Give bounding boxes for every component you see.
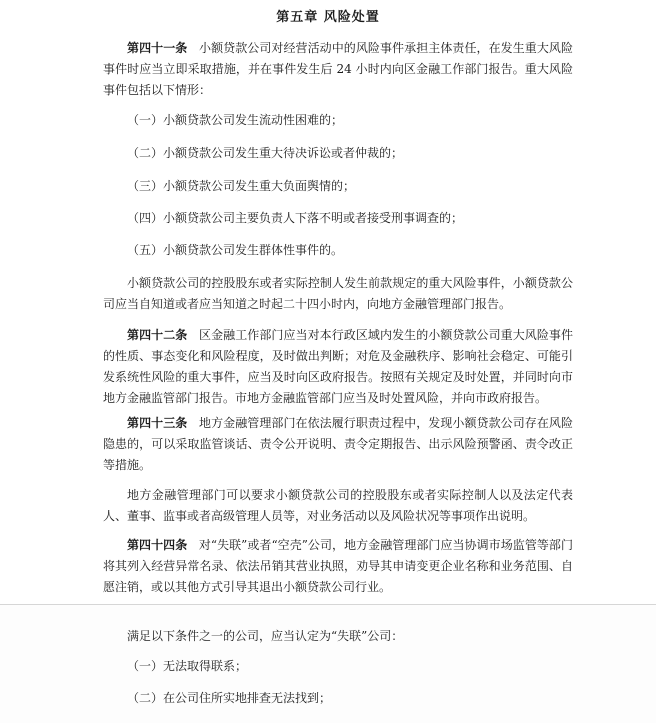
article-41-extra: 小额贷款公司的控股股东或者实际控制人发生前款规定的重大风险事件，小额贷款公司应当自知道或者应当知道之时起二十四小时内，向地方金融管理部门报告。 — [103, 276, 573, 311]
article-41-label: 第四十一条 — [127, 41, 188, 55]
article-43-label: 第四十三条 — [127, 416, 188, 430]
chapter-title: 第五章 风险处置 — [276, 10, 380, 25]
article-41-item-3: （三）小额贷款公司发生重大负面舆情的； — [127, 179, 356, 193]
article-41-item-5: （五）小额贷款公司发生群体性事件的。 — [127, 243, 344, 257]
article-43 — [103, 413, 573, 476]
article-44 — [103, 535, 573, 598]
article-41-item-2: （二）小额贷款公司发生重大待决诉讼或者仲裁的； — [127, 146, 404, 160]
article-42-text: 区金融工作部门应当对本行政区域内发生的小额贷款公司重大风险事件的性质、事态变化和风险程度，及时做出判断；对危及金融秩序、影响社会稳定、可能引发系统性风险的重大事件，应当及时向区政府报告。按照有关规定及时处置，并同时向市地方金融监管部门报告。市地方金融监管部门应当及时处置风险，并向市政府报告。 — [103, 328, 573, 405]
article-41-item-4: （四）小额贷款公司主要负责人下落不明或者接受刑事调查的； — [127, 211, 464, 225]
page-divider — [0, 604, 656, 605]
article-41 — [103, 38, 573, 101]
article-44-text: 对“失联”或者“空壳”公司，地方金融管理部门应当协调市场监管等部门将其列入经营异常名录、依法吊销其营业执照，劝导其申请变更企业名称和业务范围、自愿注销，或以其他方式引导其退出小额贷款公司行业。 — [103, 538, 573, 594]
article-42-label: 第四十二条 — [127, 328, 188, 342]
article-42 — [103, 325, 573, 409]
lower-item-2: （二）在公司住所实地排查无法找到； — [127, 691, 332, 705]
article-44-label: 第四十四条 — [127, 538, 188, 552]
lower-item-1: （一）无法取得联系； — [127, 659, 248, 673]
lower-intro: 满足以下条件之一的公司，应当认定为“失联”公司： — [127, 629, 404, 643]
article-41-item-1: （一）小额贷款公司发生流动性困难的； — [127, 113, 344, 127]
article-41-text: 小额贷款公司对经营活动中的风险事件承担主体责任，在发生重大风险事件时应当立即采取措施，并在事件发生后 24 小时内向区金融工作部门报告。重大风险事件包括以下情形： — [103, 41, 573, 97]
article-43-extra: 地方金融管理部门可以要求小额贷款公司的控股股东或者实际控制人以及法定代表人、董事、监事或者高级管理人员等，对业务活动以及风险状况等事项作出说明。 — [103, 488, 573, 523]
article-43-text: 地方金融管理部门在依法履行职责过程中，发现小额贷款公司存在风险隐患的，可以采取监管谈话、责令公开说明、责令定期报告、出示风险预警函、责令改正等措施。 — [103, 416, 573, 472]
